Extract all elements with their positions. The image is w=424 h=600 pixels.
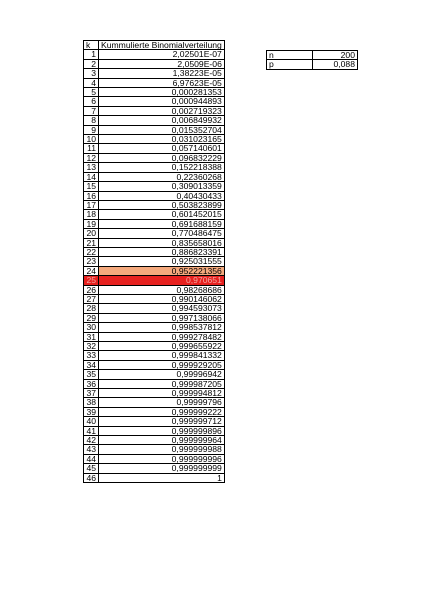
k-cell[interactable]: 23 bbox=[84, 257, 99, 266]
param-n-value-cell[interactable]: 200 bbox=[313, 51, 358, 60]
k-cell[interactable]: 12 bbox=[84, 153, 99, 162]
table-row bbox=[84, 445, 225, 454]
probability-cell[interactable]: 0,994593073 bbox=[99, 304, 225, 313]
header-value-cell[interactable]: Kummulierte Binomialverteilung bbox=[99, 41, 225, 50]
probability-cell[interactable]: 0,057140601 bbox=[99, 144, 225, 153]
probability-cell[interactable]: 0,925031555 bbox=[99, 257, 225, 266]
k-cell[interactable]: 1 bbox=[84, 50, 99, 59]
probability-cell[interactable]: 0,999841332 bbox=[99, 351, 225, 360]
k-cell[interactable]: 33 bbox=[84, 351, 99, 360]
table-row bbox=[84, 370, 225, 379]
k-cell[interactable]: 31 bbox=[84, 332, 99, 341]
k-cell[interactable]: 17 bbox=[84, 200, 99, 209]
param-p-value-cell[interactable]: 0,088 bbox=[313, 60, 358, 69]
probability-cell[interactable]: 0,006849932 bbox=[99, 116, 225, 125]
probability-cell[interactable]: 0,99996942 bbox=[99, 370, 225, 379]
table-row bbox=[84, 276, 225, 285]
k-cell[interactable]: 35 bbox=[84, 370, 99, 379]
table-row bbox=[84, 116, 225, 125]
probability-cell[interactable]: 0,309013359 bbox=[99, 182, 225, 191]
table-row bbox=[84, 182, 225, 191]
param-row-p bbox=[267, 60, 358, 69]
table-row bbox=[84, 69, 225, 78]
probability-cell[interactable]: 1 bbox=[99, 473, 225, 482]
k-cell[interactable]: 46 bbox=[84, 473, 99, 482]
probability-cell[interactable]: 0,999278482 bbox=[99, 332, 225, 341]
table-row bbox=[84, 323, 225, 332]
probability-cell[interactable]: 0,886823391 bbox=[99, 247, 225, 256]
param-p-label-cell[interactable]: p bbox=[267, 60, 313, 69]
k-cell[interactable]: 22 bbox=[84, 247, 99, 256]
probability-cell[interactable]: 0,999929205 bbox=[99, 360, 225, 369]
probability-cell[interactable]: 0,99999796 bbox=[99, 398, 225, 407]
k-cell[interactable]: 44 bbox=[84, 454, 99, 463]
k-cell[interactable]: 5 bbox=[84, 88, 99, 97]
binomial-table bbox=[83, 40, 225, 483]
k-cell[interactable]: 28 bbox=[84, 304, 99, 313]
k-cell[interactable]: 25 bbox=[84, 276, 99, 285]
probability-cell[interactable]: 0,22360268 bbox=[99, 172, 225, 181]
k-cell[interactable]: 6 bbox=[84, 97, 99, 106]
probability-cell[interactable]: 0,999987205 bbox=[99, 379, 225, 388]
k-cell[interactable]: 16 bbox=[84, 191, 99, 200]
probability-cell[interactable]: 0,999999964 bbox=[99, 436, 225, 445]
table-row bbox=[84, 304, 225, 313]
probability-cell[interactable]: 0,096832229 bbox=[99, 153, 225, 162]
table-row bbox=[84, 257, 225, 266]
k-cell[interactable]: 13 bbox=[84, 163, 99, 172]
k-cell[interactable]: 42 bbox=[84, 436, 99, 445]
k-cell[interactable]: 8 bbox=[84, 116, 99, 125]
k-cell[interactable]: 15 bbox=[84, 182, 99, 191]
header-k-cell[interactable]: k bbox=[84, 41, 99, 50]
probability-cell[interactable]: 0,998537812 bbox=[99, 323, 225, 332]
k-cell[interactable]: 9 bbox=[84, 125, 99, 134]
k-cell[interactable]: 10 bbox=[84, 135, 99, 144]
table-row bbox=[84, 163, 225, 172]
k-cell[interactable]: 37 bbox=[84, 389, 99, 398]
k-cell[interactable]: 20 bbox=[84, 229, 99, 238]
probability-cell[interactable]: 0,970651 bbox=[99, 276, 225, 285]
probability-cell[interactable]: 0,152218388 bbox=[99, 163, 225, 172]
probability-cell[interactable]: 0,40430433 bbox=[99, 191, 225, 200]
k-cell[interactable]: 3 bbox=[84, 69, 99, 78]
table-row bbox=[84, 464, 225, 473]
probability-cell[interactable]: 0,000944893 bbox=[99, 97, 225, 106]
probability-cell[interactable]: 2,02501E-07 bbox=[99, 50, 225, 59]
table-row bbox=[84, 229, 225, 238]
k-cell[interactable]: 19 bbox=[84, 219, 99, 228]
table-row bbox=[84, 351, 225, 360]
probability-cell[interactable]: 0,999999222 bbox=[99, 407, 225, 416]
probability-cell[interactable]: 0,015352704 bbox=[99, 125, 225, 134]
probability-cell[interactable]: 0,999655922 bbox=[99, 342, 225, 351]
k-cell[interactable]: 27 bbox=[84, 294, 99, 303]
table-row bbox=[84, 473, 225, 482]
k-cell[interactable]: 2 bbox=[84, 59, 99, 68]
k-cell[interactable]: 43 bbox=[84, 445, 99, 454]
k-cell[interactable]: 18 bbox=[84, 210, 99, 219]
probability-cell[interactable]: 0,031023165 bbox=[99, 135, 225, 144]
table-row bbox=[84, 50, 225, 59]
probability-cell[interactable]: 0,952221356 bbox=[99, 266, 225, 275]
k-cell[interactable]: 26 bbox=[84, 285, 99, 294]
k-cell[interactable]: 32 bbox=[84, 342, 99, 351]
k-cell[interactable]: 4 bbox=[84, 78, 99, 87]
probability-cell[interactable]: 0,999999712 bbox=[99, 417, 225, 426]
k-cell[interactable]: 34 bbox=[84, 360, 99, 369]
probability-cell[interactable]: 0,770486475 bbox=[99, 229, 225, 238]
table-row bbox=[84, 144, 225, 153]
probability-cell[interactable]: 0,000281353 bbox=[99, 88, 225, 97]
param-n-label-cell[interactable]: n bbox=[267, 51, 313, 60]
probability-cell[interactable]: 0,999994812 bbox=[99, 389, 225, 398]
table-row bbox=[84, 97, 225, 106]
probability-cell[interactable]: 0,002719323 bbox=[99, 106, 225, 115]
k-cell[interactable]: 29 bbox=[84, 313, 99, 322]
probability-cell[interactable]: 0,999999999 bbox=[99, 464, 225, 473]
table-row bbox=[84, 417, 225, 426]
k-cell[interactable]: 45 bbox=[84, 464, 99, 473]
probability-cell[interactable]: 0,999999996 bbox=[99, 454, 225, 463]
k-cell[interactable]: 36 bbox=[84, 379, 99, 388]
table-row bbox=[84, 191, 225, 200]
parameter-table bbox=[266, 50, 358, 70]
k-cell[interactable]: 7 bbox=[84, 106, 99, 115]
probability-cell[interactable]: 0,997138066 bbox=[99, 313, 225, 322]
probability-cell[interactable]: 0,999999988 bbox=[99, 445, 225, 454]
probability-cell[interactable]: 2,0509E-06 bbox=[99, 59, 225, 68]
table-row bbox=[84, 210, 225, 219]
probability-cell[interactable]: 0,835658016 bbox=[99, 238, 225, 247]
k-cell[interactable]: 24 bbox=[84, 266, 99, 275]
k-cell[interactable]: 30 bbox=[84, 323, 99, 332]
probability-cell[interactable]: 0,999999896 bbox=[99, 426, 225, 435]
probability-cell[interactable]: 0,601452015 bbox=[99, 210, 225, 219]
probability-cell[interactable]: 0,990146062 bbox=[99, 294, 225, 303]
k-cell[interactable]: 41 bbox=[84, 426, 99, 435]
k-cell[interactable]: 21 bbox=[84, 238, 99, 247]
k-cell[interactable]: 38 bbox=[84, 398, 99, 407]
probability-cell[interactable]: 0,691688159 bbox=[99, 219, 225, 228]
table-row bbox=[84, 398, 225, 407]
probability-cell[interactable]: 0,98268686 bbox=[99, 285, 225, 294]
probability-cell[interactable]: 6,97623E-05 bbox=[99, 78, 225, 87]
probability-cell[interactable]: 0,503823899 bbox=[99, 200, 225, 209]
k-cell[interactable]: 40 bbox=[84, 417, 99, 426]
probability-cell[interactable]: 1,38223E-05 bbox=[99, 69, 225, 78]
k-cell[interactable]: 39 bbox=[84, 407, 99, 416]
k-cell[interactable]: 11 bbox=[84, 144, 99, 153]
k-cell[interactable]: 14 bbox=[84, 172, 99, 181]
